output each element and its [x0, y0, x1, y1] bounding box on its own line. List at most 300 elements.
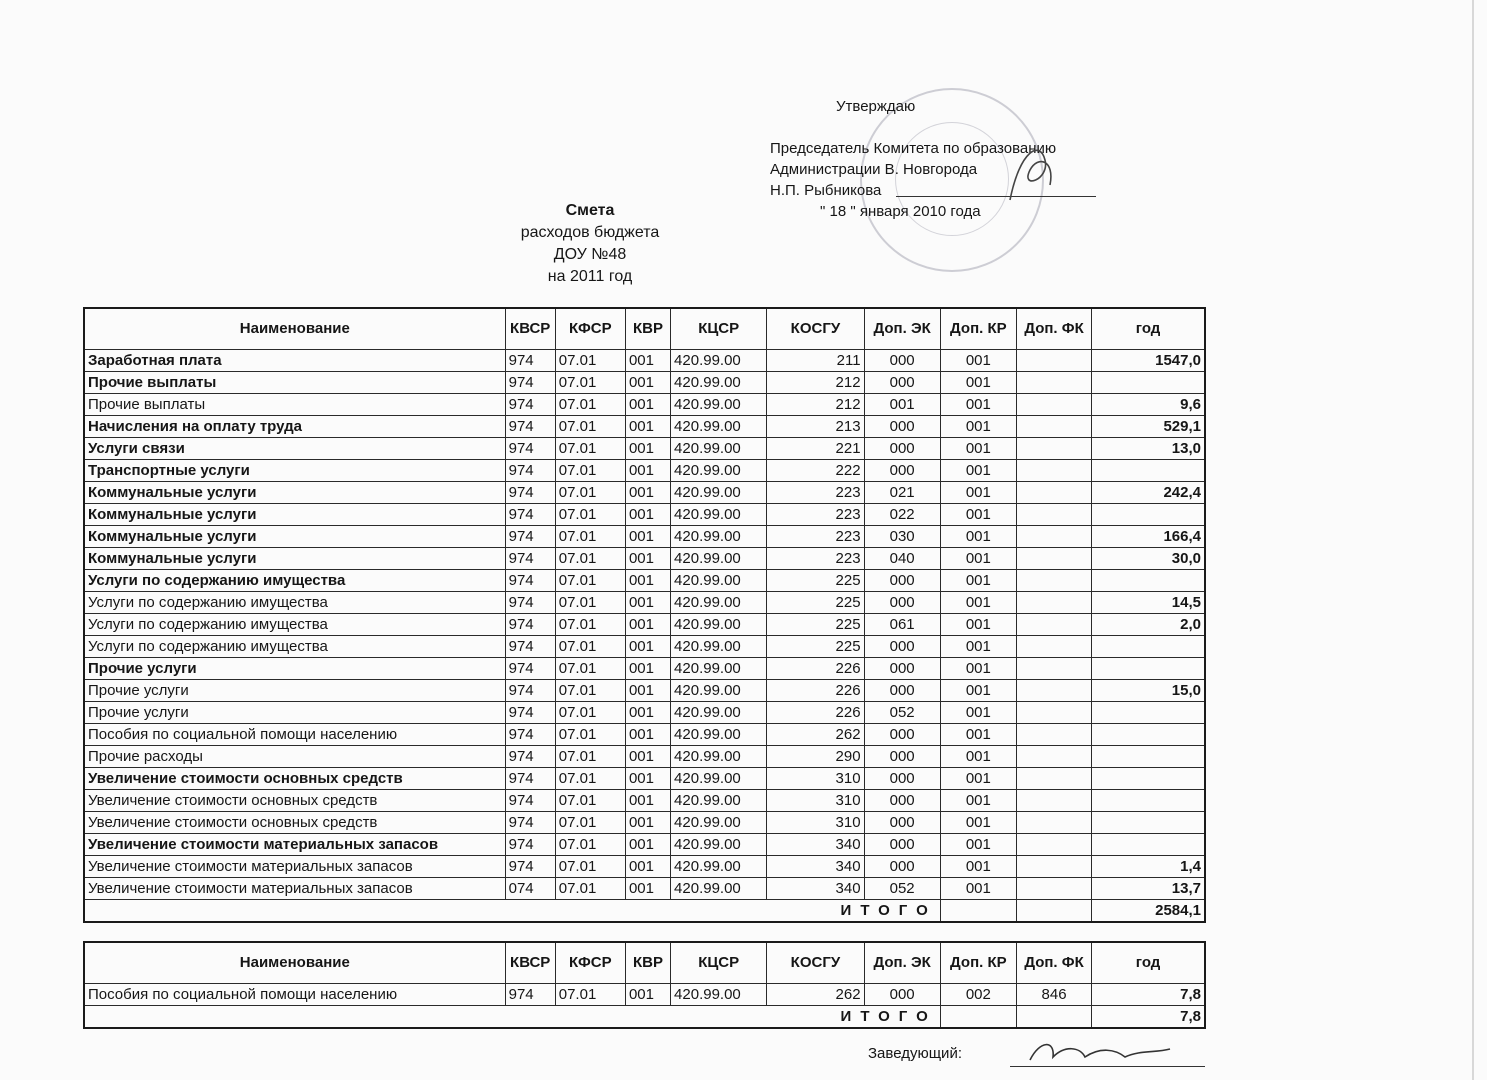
cell-kcsr: 420.99.00 [671, 790, 767, 812]
cell-kcsr: 420.99.00 [671, 614, 767, 636]
cell-name: Прочие выплаты [84, 394, 505, 416]
cell-kvr: 001 [625, 482, 670, 504]
column-header: Доп. ФК [1016, 942, 1091, 984]
column-header: Доп. ЭК [864, 308, 940, 350]
cell-dkr: 001 [940, 878, 1016, 900]
table-row [84, 570, 1205, 592]
table-row [84, 592, 1205, 614]
footer-head-label: Заведующий: [868, 1045, 962, 1062]
cell-god [1092, 790, 1205, 812]
cell-god: 2,0 [1092, 614, 1205, 636]
cell-kosgu: 213 [767, 416, 864, 438]
cell-dek: 000 [864, 636, 940, 658]
cell-kvr: 001 [625, 460, 670, 482]
cell-dkr: 001 [940, 350, 1016, 372]
cell-god: 30,0 [1092, 548, 1205, 570]
cell-kosgu: 221 [767, 438, 864, 460]
cell-kfsr: 07.01 [555, 702, 625, 724]
cell-kfsr: 07.01 [555, 570, 625, 592]
cell-kvr: 001 [625, 680, 670, 702]
cell-dfk [1016, 614, 1091, 636]
cell-god [1092, 504, 1205, 526]
cell-kfsr: 07.01 [555, 724, 625, 746]
cell-kcsr: 420.99.00 [671, 504, 767, 526]
cell-dek: 000 [864, 724, 940, 746]
cell-kvr: 001 [625, 984, 670, 1006]
cell-kvsr: 974 [505, 350, 555, 372]
table-row [84, 834, 1205, 856]
cell-dek: 000 [864, 680, 940, 702]
cell-dek: 000 [864, 658, 940, 680]
cell-kvsr: 974 [505, 372, 555, 394]
cell-kvr: 001 [625, 724, 670, 746]
title-line-3: ДОУ №48 [553, 246, 627, 263]
table-row [84, 746, 1205, 768]
cell-kfsr: 07.01 [555, 812, 625, 834]
cell-name: Прочие услуги [84, 658, 505, 680]
cell-kvsr: 974 [505, 724, 555, 746]
cell-dkr: 001 [940, 394, 1016, 416]
cell-god [1092, 636, 1205, 658]
cell-kfsr: 07.01 [555, 526, 625, 548]
cell-kvsr: 974 [505, 658, 555, 680]
cell-god: 529,1 [1092, 416, 1205, 438]
cell-dfk [1016, 768, 1091, 790]
cell-name: Коммунальные услуги [84, 504, 505, 526]
table-row [84, 812, 1205, 834]
cell-dfk [1016, 834, 1091, 856]
cell-dek: 000 [864, 984, 940, 1006]
cell-name: Услуги по содержанию имущества [84, 614, 505, 636]
cell-dfk [1016, 658, 1091, 680]
cell-kvsr: 974 [505, 438, 555, 460]
cell-name: Транспортные услуги [84, 460, 505, 482]
cell-dkr: 001 [940, 372, 1016, 394]
cell-kosgu: 223 [767, 482, 864, 504]
column-header: год [1092, 308, 1205, 350]
cell-kcsr: 420.99.00 [671, 636, 767, 658]
table-row [84, 394, 1205, 416]
cell-god: 9,6 [1092, 394, 1205, 416]
cell-name: Прочие услуги [84, 680, 505, 702]
cell-kvsr: 974 [505, 482, 555, 504]
cell-dfk [1016, 416, 1091, 438]
total-label: ИТОГО [84, 1006, 940, 1029]
signature-line [896, 196, 1096, 197]
cell-kosgu: 225 [767, 614, 864, 636]
cell-kcsr: 420.99.00 [671, 482, 767, 504]
cell-kfsr: 07.01 [555, 856, 625, 878]
cell-kosgu: 340 [767, 856, 864, 878]
total-empty-cell [1016, 900, 1091, 923]
cell-kvsr: 974 [505, 592, 555, 614]
approval-title: Утверждаю [836, 98, 916, 115]
cell-dek: 000 [864, 460, 940, 482]
cell-kvsr: 974 [505, 548, 555, 570]
cell-kcsr: 420.99.00 [671, 394, 767, 416]
cell-kfsr: 07.01 [555, 438, 625, 460]
table-row [84, 372, 1205, 394]
cell-kvr: 001 [625, 504, 670, 526]
cell-name: Увеличение стоимости основных средств [84, 790, 505, 812]
cell-god [1092, 372, 1205, 394]
cell-dkr: 001 [940, 526, 1016, 548]
cell-kosgu: 310 [767, 768, 864, 790]
cell-kvsr: 974 [505, 984, 555, 1006]
cell-kfsr: 07.01 [555, 504, 625, 526]
cell-kvr: 001 [625, 856, 670, 878]
cell-name: Прочие услуги [84, 702, 505, 724]
total-label: ИТОГО [84, 900, 940, 923]
cell-kcsr: 420.99.00 [671, 856, 767, 878]
cell-kfsr: 07.01 [555, 416, 625, 438]
cell-kfsr: 07.01 [555, 482, 625, 504]
column-header: КВР [625, 308, 670, 350]
cell-kcsr: 420.99.00 [671, 438, 767, 460]
cell-kvsr: 974 [505, 416, 555, 438]
cell-kvr: 001 [625, 416, 670, 438]
cell-dfk [1016, 636, 1091, 658]
cell-kvsr: 974 [505, 570, 555, 592]
cell-kvsr: 974 [505, 614, 555, 636]
cell-kfsr: 07.01 [555, 548, 625, 570]
cell-name: Коммунальные услуги [84, 548, 505, 570]
cell-dkr: 001 [940, 812, 1016, 834]
cell-dfk [1016, 548, 1091, 570]
cell-kosgu: 340 [767, 878, 864, 900]
cell-kosgu: 226 [767, 702, 864, 724]
table-row [84, 416, 1205, 438]
cell-name: Начисления на оплату труда [84, 416, 505, 438]
cell-dkr: 001 [940, 548, 1016, 570]
cell-kvsr: 974 [505, 812, 555, 834]
cell-kvr: 001 [625, 790, 670, 812]
cell-dek: 021 [864, 482, 940, 504]
table-row [84, 680, 1205, 702]
cell-dkr: 001 [940, 570, 1016, 592]
cell-god: 166,4 [1092, 526, 1205, 548]
cell-kcsr: 420.99.00 [671, 350, 767, 372]
cell-dkr: 001 [940, 482, 1016, 504]
cell-kvsr: 974 [505, 526, 555, 548]
cell-god [1092, 746, 1205, 768]
table-row [84, 790, 1205, 812]
cell-kosgu: 222 [767, 460, 864, 482]
cell-dek: 000 [864, 592, 940, 614]
approval-date: " 18 " января 2010 года [820, 203, 981, 220]
cell-dkr: 001 [940, 790, 1016, 812]
table-header-row [84, 942, 1205, 984]
cell-dfk [1016, 680, 1091, 702]
cell-dek: 040 [864, 548, 940, 570]
total-value: 2584,1 [1092, 900, 1205, 923]
cell-kfsr: 07.01 [555, 984, 625, 1006]
footer-signature-icon [1025, 1035, 1175, 1070]
column-header: КВСР [505, 308, 555, 350]
cell-kcsr: 420.99.00 [671, 746, 767, 768]
cell-kvr: 001 [625, 526, 670, 548]
cell-kvr: 001 [625, 658, 670, 680]
cell-name: Услуги по содержанию имущества [84, 592, 505, 614]
cell-kosgu: 310 [767, 790, 864, 812]
cell-kosgu: 262 [767, 984, 864, 1006]
cell-god: 13,0 [1092, 438, 1205, 460]
cell-kvsr: 974 [505, 856, 555, 878]
cell-dkr: 001 [940, 658, 1016, 680]
cell-kvr: 001 [625, 592, 670, 614]
cell-dfk [1016, 504, 1091, 526]
cell-kcsr: 420.99.00 [671, 592, 767, 614]
cell-kvr: 001 [625, 812, 670, 834]
cell-kfsr: 07.01 [555, 350, 625, 372]
cell-kosgu: 225 [767, 636, 864, 658]
cell-dfk [1016, 570, 1091, 592]
total-row [84, 900, 1205, 923]
cell-dek: 000 [864, 856, 940, 878]
title-line-4: на 2011 год [547, 268, 633, 285]
cell-dkr: 001 [940, 504, 1016, 526]
cell-dkr: 002 [940, 984, 1016, 1006]
cell-kosgu: 211 [767, 350, 864, 372]
approval-line-1: Председатель Комитета по образованию [770, 140, 1057, 157]
cell-dkr: 001 [940, 614, 1016, 636]
cell-dfk [1016, 394, 1091, 416]
total-empty-cell [940, 1006, 1016, 1029]
table-row [84, 438, 1205, 460]
cell-dek: 000 [864, 834, 940, 856]
cell-dfk [1016, 812, 1091, 834]
cell-dkr: 001 [940, 416, 1016, 438]
cell-dek: 000 [864, 416, 940, 438]
cell-god [1092, 702, 1205, 724]
cell-dek: 000 [864, 350, 940, 372]
cell-kvr: 001 [625, 548, 670, 570]
cell-god: 242,4 [1092, 482, 1205, 504]
table-row [84, 856, 1205, 878]
table-row [84, 526, 1205, 548]
cell-dek: 000 [864, 790, 940, 812]
cell-dfk [1016, 460, 1091, 482]
approval-line-3: Н.П. Рыбникова [770, 182, 882, 199]
total-value: 7,8 [1092, 1006, 1205, 1029]
cell-kfsr: 07.01 [555, 878, 625, 900]
cell-name: Увеличение стоимости материальных запасов [84, 834, 505, 856]
cell-kvsr: 974 [505, 460, 555, 482]
cell-kvr: 001 [625, 614, 670, 636]
cell-name: Коммунальные услуги [84, 482, 505, 504]
cell-kosgu: 226 [767, 680, 864, 702]
cell-kvr: 001 [625, 372, 670, 394]
table-row [84, 878, 1205, 900]
cell-dek: 000 [864, 570, 940, 592]
cell-god: 13,7 [1092, 878, 1205, 900]
cell-kvr: 001 [625, 570, 670, 592]
cell-kcsr: 420.99.00 [671, 658, 767, 680]
cell-dkr: 001 [940, 856, 1016, 878]
column-header: КВР [625, 942, 670, 984]
signature-icon [1000, 140, 1060, 215]
total-empty-cell [940, 900, 1016, 923]
cell-kfsr: 07.01 [555, 592, 625, 614]
cell-name: Пособия по социальной помощи населению [84, 724, 505, 746]
table-row [84, 768, 1205, 790]
table-row [84, 614, 1205, 636]
cell-kosgu: 290 [767, 746, 864, 768]
cell-god [1092, 570, 1205, 592]
cell-kosgu: 310 [767, 812, 864, 834]
title-line-2: расходов бюджета [520, 224, 660, 241]
cell-dkr: 001 [940, 460, 1016, 482]
table-header-row [84, 308, 1205, 350]
cell-kvr: 001 [625, 702, 670, 724]
cell-name: Услуги по содержанию имущества [84, 636, 505, 658]
cell-dek: 000 [864, 812, 940, 834]
cell-dfk [1016, 592, 1091, 614]
cell-kfsr: 07.01 [555, 636, 625, 658]
cell-dfk [1016, 878, 1091, 900]
cell-dek: 000 [864, 746, 940, 768]
cell-kvr: 001 [625, 438, 670, 460]
cell-god: 7,8 [1092, 984, 1205, 1006]
cell-kcsr: 420.99.00 [671, 680, 767, 702]
cell-dkr: 001 [940, 702, 1016, 724]
table-row [84, 504, 1205, 526]
total-empty-cell [1016, 1006, 1091, 1029]
cell-kvr: 001 [625, 746, 670, 768]
cell-dfk [1016, 702, 1091, 724]
cell-god: 1547,0 [1092, 350, 1205, 372]
cell-dkr: 001 [940, 724, 1016, 746]
column-header: КВСР [505, 942, 555, 984]
cell-god [1092, 460, 1205, 482]
cell-name: Увеличение стоимости основных средств [84, 812, 505, 834]
cell-kosgu: 225 [767, 570, 864, 592]
cell-kfsr: 07.01 [555, 394, 625, 416]
column-header: Доп. ЭК [864, 942, 940, 984]
cell-kfsr: 07.01 [555, 614, 625, 636]
cell-dkr: 001 [940, 438, 1016, 460]
cell-kosgu: 226 [767, 658, 864, 680]
column-header: КОСГУ [767, 308, 864, 350]
cell-kvsr: 974 [505, 790, 555, 812]
cell-kosgu: 223 [767, 526, 864, 548]
cell-kcsr: 420.99.00 [671, 460, 767, 482]
cell-kvr: 001 [625, 636, 670, 658]
table-row [84, 482, 1205, 504]
cell-name: Увеличение стоимости материальных запасов [84, 856, 505, 878]
cell-dkr: 001 [940, 768, 1016, 790]
table-row [84, 460, 1205, 482]
cell-kcsr: 420.99.00 [671, 570, 767, 592]
cell-god [1092, 724, 1205, 746]
cell-dek: 000 [864, 438, 940, 460]
scan-edge [1472, 0, 1474, 1080]
cell-kosgu: 212 [767, 372, 864, 394]
table-row [84, 636, 1205, 658]
document-title [470, 200, 710, 288]
budget-table-main [83, 307, 1206, 923]
cell-dfk [1016, 724, 1091, 746]
cell-kfsr: 07.01 [555, 658, 625, 680]
cell-kvsr: 974 [505, 394, 555, 416]
cell-kcsr: 420.99.00 [671, 372, 767, 394]
table-row [84, 984, 1205, 1006]
cell-kvr: 001 [625, 834, 670, 856]
cell-dek: 061 [864, 614, 940, 636]
budget-table-secondary [83, 941, 1206, 1029]
column-header: КОСГУ [767, 942, 864, 984]
cell-dfk [1016, 438, 1091, 460]
cell-kvsr: 974 [505, 746, 555, 768]
cell-kfsr: 07.01 [555, 790, 625, 812]
cell-kvsr: 974 [505, 636, 555, 658]
cell-name: Заработная плата [84, 350, 505, 372]
cell-dkr: 001 [940, 680, 1016, 702]
cell-dek: 052 [864, 702, 940, 724]
cell-kosgu: 262 [767, 724, 864, 746]
cell-kcsr: 420.99.00 [671, 526, 767, 548]
cell-dek: 022 [864, 504, 940, 526]
cell-kfsr: 07.01 [555, 768, 625, 790]
cell-dek: 000 [864, 768, 940, 790]
cell-god [1092, 834, 1205, 856]
column-header: КЦСР [671, 942, 767, 984]
cell-name: Услуги по содержанию имущества [84, 570, 505, 592]
title-main: Смета [565, 202, 615, 219]
approval-line-2: Администрации В. Новгорода [770, 161, 978, 178]
cell-kfsr: 07.01 [555, 680, 625, 702]
cell-kvsr: 074 [505, 878, 555, 900]
cell-kosgu: 340 [767, 834, 864, 856]
cell-god [1092, 768, 1205, 790]
cell-dfk: 846 [1016, 984, 1091, 1006]
cell-kcsr: 420.99.00 [671, 834, 767, 856]
cell-kcsr: 420.99.00 [671, 768, 767, 790]
cell-dkr: 001 [940, 746, 1016, 768]
cell-dfk [1016, 350, 1091, 372]
cell-dfk [1016, 856, 1091, 878]
cell-kcsr: 420.99.00 [671, 984, 767, 1006]
cell-kcsr: 420.99.00 [671, 548, 767, 570]
cell-name: Коммунальные услуги [84, 526, 505, 548]
cell-kosgu: 223 [767, 548, 864, 570]
cell-kosgu: 223 [767, 504, 864, 526]
cell-god: 1,4 [1092, 856, 1205, 878]
cell-kvr: 001 [625, 768, 670, 790]
cell-kvr: 001 [625, 878, 670, 900]
table-row [84, 548, 1205, 570]
column-header: год [1092, 942, 1205, 984]
table-row [84, 658, 1205, 680]
column-header: Доп. КР [940, 308, 1016, 350]
cell-kvsr: 974 [505, 834, 555, 856]
column-header: Доп. КР [940, 942, 1016, 984]
cell-dfk [1016, 372, 1091, 394]
cell-kosgu: 212 [767, 394, 864, 416]
cell-kvsr: 974 [505, 680, 555, 702]
table-row [84, 724, 1205, 746]
cell-dek: 001 [864, 394, 940, 416]
cell-name: Услуги связи [84, 438, 505, 460]
column-header: Наименование [84, 308, 505, 350]
cell-kcsr: 420.99.00 [671, 702, 767, 724]
cell-dkr: 001 [940, 592, 1016, 614]
column-header: Наименование [84, 942, 505, 984]
cell-god: 14,5 [1092, 592, 1205, 614]
cell-name: Прочие расходы [84, 746, 505, 768]
cell-dfk [1016, 790, 1091, 812]
cell-dkr: 001 [940, 636, 1016, 658]
